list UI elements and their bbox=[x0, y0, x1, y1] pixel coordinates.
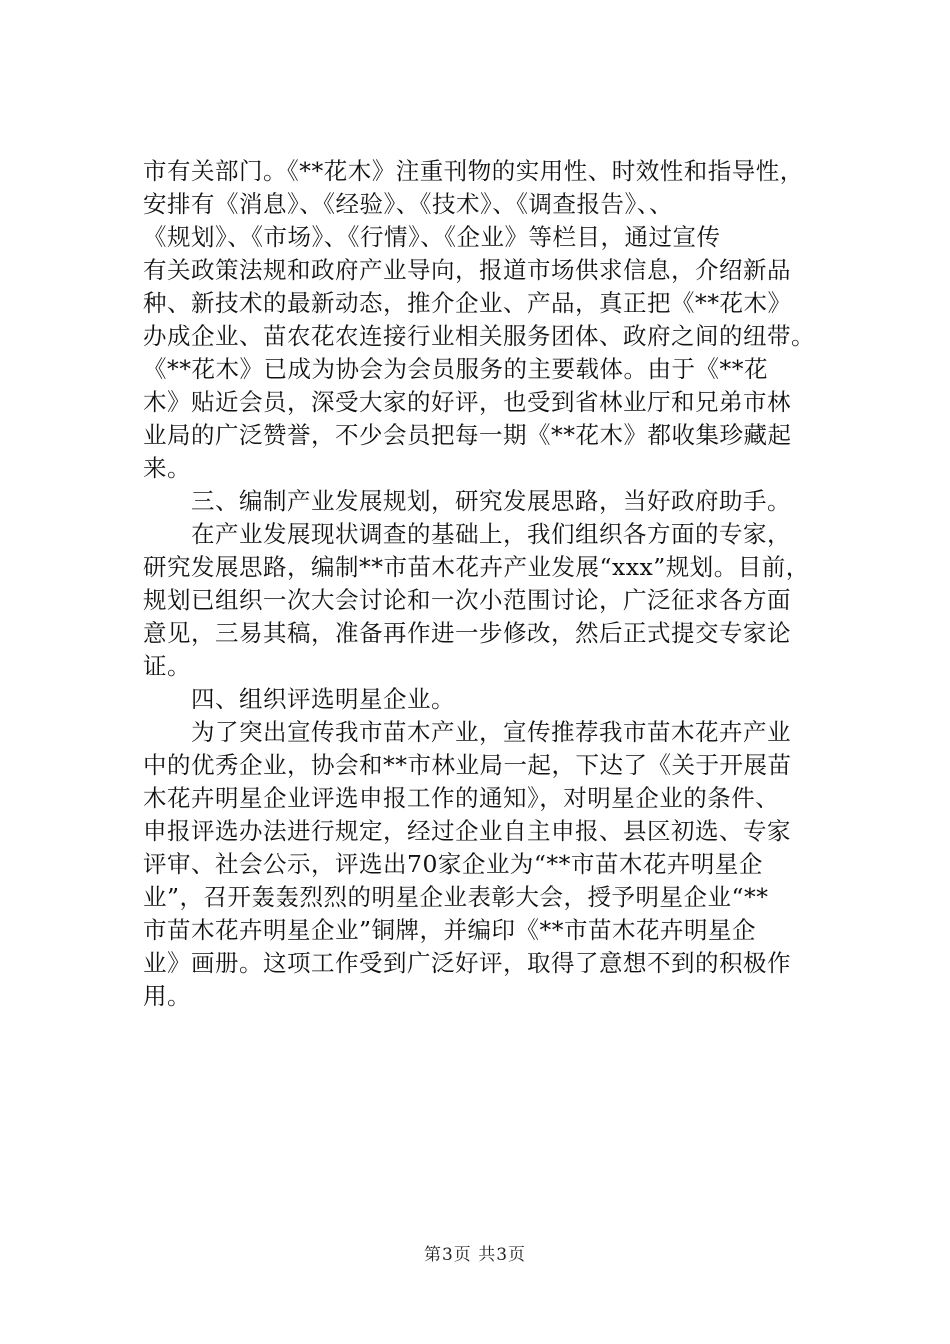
text-line: 意见，三易其稿，准备再作进一步修改，然后正式提交专家论 bbox=[143, 619, 791, 647]
text-line: 市有关部门。《**花木》注重刊物的实用性、时效性和指导性， bbox=[143, 157, 804, 185]
text-line: 中的优秀企业，协会和**市林业局一起，下达了《关于开展苗 bbox=[143, 751, 792, 779]
text-line: 业”，召开轰轰烈烈的明星企业表彰大会，授予明星企业“** bbox=[143, 883, 769, 911]
text-line: 用。 bbox=[143, 982, 191, 1010]
text-line: 在产业发展现状调查的基础上，我们组织各方面的专家， bbox=[143, 520, 791, 548]
text-line: 规划已组织一次大会讨论和一次小范围讨论，广泛征求各方面 bbox=[143, 586, 791, 614]
text-line: 研究发展思路，编制**市苗木花卉产业发展“xxx”规划。目前， bbox=[143, 553, 810, 581]
text-line: 木》贴近会员，深受大家的好评，也受到省林业厅和兄弟市林 bbox=[143, 388, 791, 416]
text-line: 木花卉明星企业评选申报工作的通知》，对明星企业的条件、 bbox=[143, 784, 780, 812]
text-line: 评审、社会公示，评选出70家企业为“**市苗木花卉明星企 bbox=[143, 850, 763, 878]
text-line: 为了突出宣传我市苗木产业，宣传推荐我市苗木花卉产业 bbox=[143, 718, 791, 746]
text-line: 《规划》、《市场》、《行情》、《企业》等栏目，通过宣传 bbox=[143, 223, 721, 251]
section-heading-3: 三、编制产业发展规划，研究发展思路，当好政府助手。 bbox=[143, 487, 791, 515]
text-line: 有关政策法规和政府产业导向，报道市场供求信息，介绍新品 bbox=[143, 256, 791, 284]
text-line: 市苗木花卉明星企业”铜牌，并编印《**市苗木花卉明星企 bbox=[143, 916, 757, 944]
text-line: 业局的广泛赞誉，不少会员把每一期《**花木》都收集珍藏起 bbox=[143, 421, 792, 449]
body-text bbox=[143, 155, 815, 1013]
text-line: 申报评选办法进行规定，经过企业自主申报、县区初选、专家 bbox=[143, 817, 791, 845]
text-line: 安排有《消息》、《经验》、《技术》、《调查报告》、、 bbox=[143, 190, 673, 218]
text-line: 《**花木》已成为协会为会员服务的主要载体。由于《**花 bbox=[143, 355, 768, 383]
page-footer: 第3页 共3页 bbox=[423, 1245, 527, 1265]
text-line: 证。 bbox=[143, 652, 191, 680]
section-heading-4: 四、组织评选明星企业。 bbox=[143, 685, 455, 713]
text-line: 来。 bbox=[143, 454, 191, 482]
text-line: 办成企业、苗农花农连接行业相关服务团体、政府之间的纽带。 bbox=[143, 322, 815, 350]
text-line: 种、新技术的最新动态，推介企业、产品，真正把《**花木》 bbox=[143, 289, 792, 317]
text-line: 业》画册。这项工作受到广泛好评，取得了意想不到的积极作 bbox=[143, 949, 791, 977]
